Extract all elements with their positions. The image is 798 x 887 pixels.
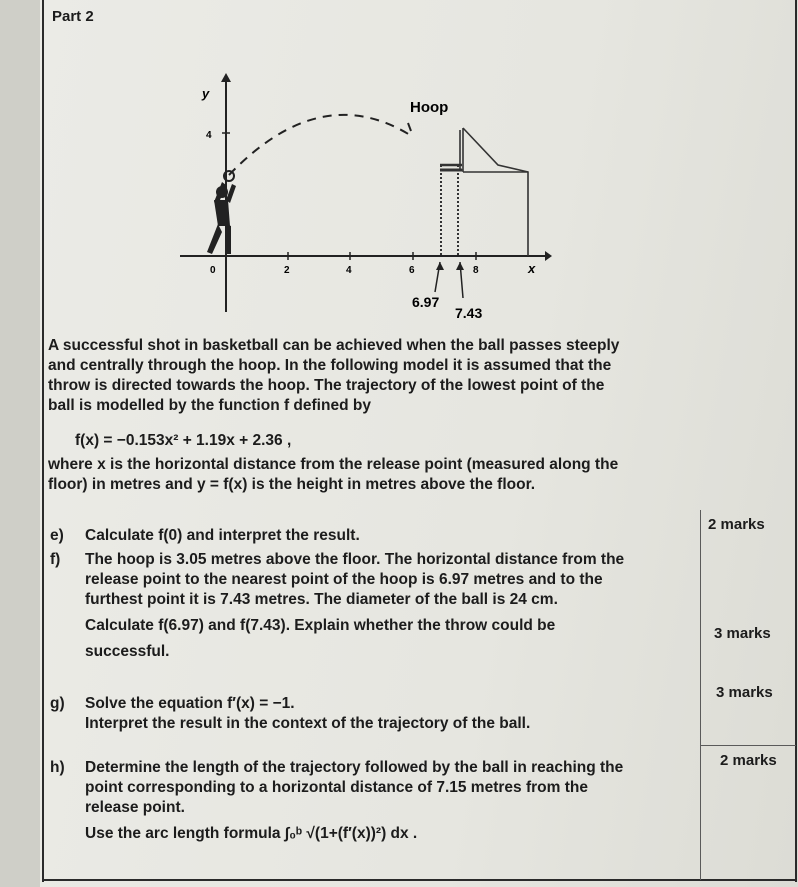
question-line: release point to the nearest point of the hoop is 6.97 metres and to the (85, 571, 603, 588)
question-line: successful. (85, 643, 170, 660)
hoop-pointer (408, 123, 411, 131)
marks-row-divider (700, 745, 796, 746)
hoop-label: Hoop (410, 99, 449, 116)
intro-line: floor) in metres and y = f(x) is the height in metres above the floor. (48, 476, 536, 493)
intro-line: and centrally through the hoop. In the following model it is assumed that the (48, 357, 612, 374)
question-line: point corresponding to a horizontal distance of 7.15 metres from the (85, 779, 588, 796)
marker-label-6-97: 6.97 (412, 294, 440, 310)
question-line: Calculate f(0) and interpret the result. (85, 527, 360, 544)
question-label: f) (50, 551, 61, 568)
intro-line: throw is directed towards the hoop. The trajectory of the lowest point of the (48, 377, 605, 394)
hoop-structure (440, 128, 528, 256)
x-axis-arrow (545, 251, 552, 261)
y-axis-arrow (221, 73, 231, 82)
intro-line: where x is the horizontal distance from the release point (measured along the (48, 456, 619, 473)
question-line: The hoop is 3.05 metres above the floor. The horizontal distance from the (85, 551, 625, 568)
marks-e: 2 marks (708, 516, 765, 533)
function-formula: f(x) = −0.153x² + 1.19x + 2.36 , (75, 432, 292, 449)
marks-g: 3 marks (716, 684, 773, 701)
player-figure (207, 182, 236, 254)
question-label: e) (50, 527, 64, 544)
marks-h: 2 marks (720, 752, 777, 769)
x-tick-label-6: 6 (409, 265, 415, 276)
question-label: g) (50, 695, 65, 712)
intro-paragraph (48, 336, 688, 416)
intro-line: A successful shot in basketball can be achieved when the ball passes steeply (48, 337, 620, 354)
x-tick-label-2: 2 (284, 265, 290, 276)
x-tick-label-0: 0 (210, 265, 216, 276)
question-line: Solve the equation f′(x) = −1. (85, 695, 295, 712)
x-tick-label-4: 4 (346, 265, 352, 276)
intro-line: ball is modelled by the function f defined by (48, 397, 371, 414)
x-tick-label-8: 8 (473, 265, 479, 276)
question-line: Calculate f(6.97) and f(7.43). Explain whether the throw could be (85, 617, 556, 634)
question-line: furthest point it is 7.43 metres. The diameter of the ball is 24 cm. (85, 591, 558, 608)
arc-length-formula-line: Use the arc length formula ∫₀ᵇ √(1+(f′(x))²) dx . (85, 825, 418, 842)
basketball-diagram (0, 0, 798, 330)
y-axis-label: y (202, 86, 210, 101)
question-line: release point. (85, 799, 185, 816)
y-tick-label: 4 (206, 130, 212, 141)
marker-label-7-43: 7.43 (455, 305, 483, 321)
marker-line-6-97 (435, 262, 440, 292)
question-line: Interpret the result in the context of the trajectory of the ball. (85, 715, 531, 732)
ball-trajectory (229, 115, 410, 175)
part-title: Part 2 (52, 8, 94, 25)
marks-f: 3 marks (714, 625, 771, 642)
page-border-bottom (42, 879, 797, 881)
x-axis-label: x (528, 261, 536, 276)
question-label: h) (50, 759, 65, 776)
question-line: Determine the length of the trajectory followed by the ball in reaching the (85, 759, 624, 776)
intro-paragraph-continued (48, 455, 688, 495)
